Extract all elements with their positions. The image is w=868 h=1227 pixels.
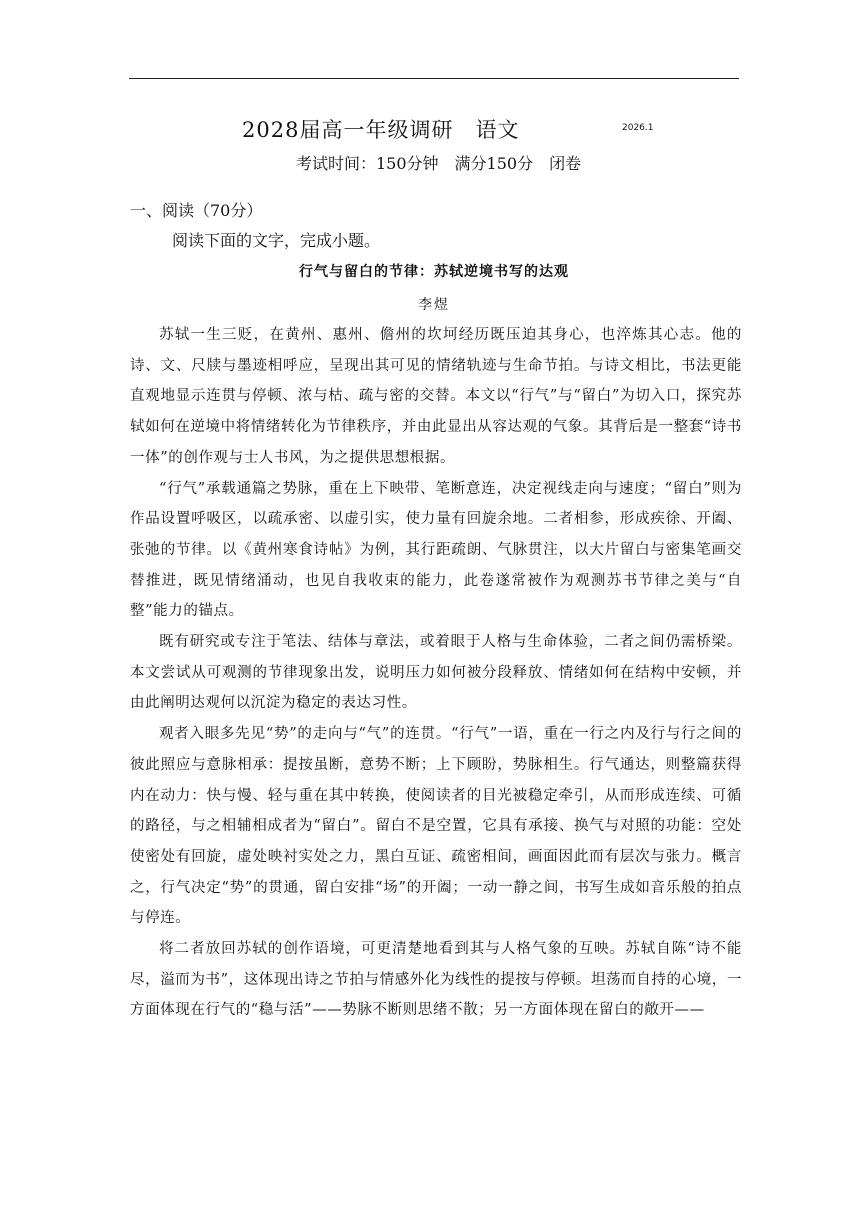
article-paragraph: 将二者放回苏轼的创作语境，可更清楚地看到其与人格气象的互映。苏轼自陈“诗不能尽，溢而为书”，这体现出诗之节拍与情感外化为线性的提按与停顿。坦荡而自持的心境，一方面体现在行气的“稳与活”——势脉不断则思绪不散；另一方面体现在留白的敞开——: [130, 941, 743, 1019]
header-rule: [129, 78, 739, 79]
article-paragraph: 苏轼一生三贬，在黄州、惠州、儋州的坎坷经历既压迫其身心，也淬炼其心志。他的诗、文、尺牍与墨迹相呼应，呈现出其可见的情绪轨迹与生命节拍。与诗文相比，书法更能直观地显示连贯与停顿、浓与枯、疏与密的交替。本文以“行气”与“留白”为切入口，探究苏轼如何在逆境中将情绪转化为节律秩序，并由此显出从容达观的气象。其背后是一整套“诗书一体”的创作观与士人书风，为之提供思想根据。: [130, 327, 743, 466]
exam-title: 2028届高一年级调研 语文: [242, 118, 520, 142]
article-paragraph: 观者入眼多先见“势”的走向与“气”的连贯。“行气”一语，重在一行之内及行与行之间的彼此照应与意脉相承：提按虽断，意势不断；上下顾盼，势脉相生。行气通达，则整篇获得内在动力：快与慢、轻与重在其中转换，使阅读者的目光被稳定牵引，从而形成连续、可循的路径，与之相辅相成者为“留白”。留白不是空置，它具有承接、换气与对照的功能：空处使密处有回旋，虚处映衬实处之力，黑白互证、疏密相间，画面因此而有层次与张力。概言之，行气决定“势”的贯通，留白安排“场”的开阖；一动一静之间，书写生成如音乐般的拍点与停连。: [130, 726, 742, 927]
exam-info: 考试时间：150分钟 满分150分 闭卷: [296, 154, 582, 173]
article-title: 行气与留白的节律：苏轼逆境书写的达观: [299, 264, 569, 280]
article-paragraph: 既有研究或专注于笔法、结体与章法，或着眼于人格与生命体验，二者之间仍需桥梁。本文尝试从可观测的节律现象出发，说明压力如何被分段释放、情绪如何在结构中安顿，并由此阐明达观何以沉淀为稳定的表达习性。: [130, 634, 742, 712]
article-body: [130, 320, 742, 1026]
section-heading: 一、阅读（70分）: [130, 201, 263, 220]
reading-instruction: 阅读下面的文字，完成小题。: [172, 231, 381, 250]
exam-date: 2026.1: [622, 123, 654, 133]
article-author: 李煜: [418, 297, 450, 313]
article-paragraph: “行气”承载通篇之势脉，重在上下映带、笔断意连，决定视线走向与速度；“留白”则为作品设置呼吸区，以疏承密、以虚引实，使力量有回旋余地。二者相参，形成疾徐、开阖、张弛的节律。以《黄州寒食诗帖》为例，其行距疏朗、气脉贯注，以大片留白与密集笔画交替推进，既见情绪涌动，也见自我收束的能力，此卷遂常被作为观测苏书节律之美与“自整”能力的锚点。: [130, 480, 742, 620]
